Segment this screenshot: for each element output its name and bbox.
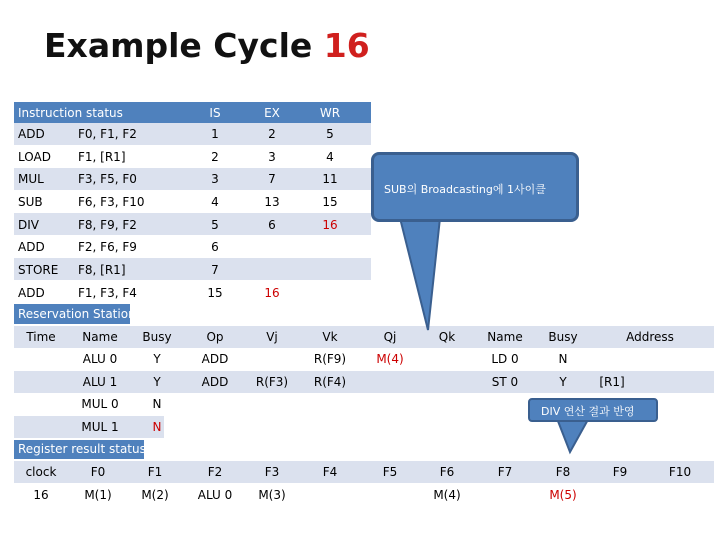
- rs-qj-highlight: M(4): [376, 352, 404, 366]
- rs-header-op: Op: [206, 330, 224, 344]
- instr-ex: 7: [268, 172, 276, 186]
- instr-is: 4: [211, 195, 219, 209]
- rs-header-address: Address: [626, 330, 674, 344]
- instr-op: ADD: [18, 127, 45, 141]
- reg-header: F5: [382, 465, 398, 479]
- rs-name: MUL 0: [81, 397, 119, 411]
- instr-wr: 4: [326, 150, 334, 164]
- register-result-label: Register result status: [18, 442, 146, 456]
- instr-wr-highlight: 16: [322, 218, 338, 232]
- rs-op: ADD: [201, 375, 229, 389]
- title-cycle-number: 16: [323, 26, 370, 65]
- reg-header: clock: [25, 465, 57, 479]
- instr-args: F6, F3, F10: [78, 195, 145, 209]
- instr-args: F3, F5, F0: [78, 172, 137, 186]
- rs-name: MUL 1: [81, 420, 119, 434]
- rs-address: [R1]: [599, 375, 625, 389]
- instr-args: F8, [R1]: [78, 263, 126, 277]
- rs-busy: Y: [153, 352, 161, 366]
- rs-busy2: Y: [559, 375, 567, 389]
- reg-header: F4: [322, 465, 338, 479]
- reg-value: M(4): [433, 488, 461, 502]
- reg-header: F3: [264, 465, 280, 479]
- instr-is: 3: [211, 172, 219, 186]
- rs-header-time: Time: [26, 330, 56, 344]
- instr-ex-highlight: 16: [264, 286, 280, 300]
- reg-header: F6: [439, 465, 455, 479]
- instr-is: 15: [207, 286, 223, 300]
- rs-busy: N: [152, 397, 162, 411]
- instr-is: 5: [211, 218, 219, 232]
- instr-wr: 5: [326, 127, 334, 141]
- instr-is: 6: [211, 240, 219, 254]
- ex-header: EX: [264, 106, 280, 120]
- instr-args: F2, F6, F9: [78, 240, 137, 254]
- rs-vk: R(F4): [313, 375, 347, 389]
- instr-wr: 15: [322, 195, 338, 209]
- rs-busy: Y: [153, 375, 161, 389]
- instr-args: F0, F1, F2: [78, 127, 137, 141]
- rs-header-busy2: Busy: [548, 330, 578, 344]
- instr-op: ADD: [18, 286, 45, 300]
- sub-broadcast-callout-text: SUB의 Broadcasting에 1사이클: [384, 183, 546, 196]
- reg-value-highlight: M(5): [549, 488, 577, 502]
- reg-header: F10: [668, 465, 692, 479]
- instr-wr: 11: [322, 172, 338, 186]
- reg-value: M(3): [258, 488, 286, 502]
- instr-args: F1, F3, F4: [78, 286, 137, 300]
- instr-op: DIV: [18, 218, 39, 232]
- instr-ex: 2: [268, 127, 276, 141]
- rs-header-qk: Qk: [438, 330, 456, 344]
- instr-args: F1, [R1]: [78, 150, 126, 164]
- instr-op: LOAD: [18, 150, 51, 164]
- rs-header-name2: Name: [487, 330, 523, 344]
- rs-busy2: N: [558, 352, 568, 366]
- rs-busy-highlight: N: [152, 420, 162, 434]
- reg-header: F0: [90, 465, 106, 479]
- instr-args: F8, F9, F2: [78, 218, 137, 232]
- reg-header: F8: [555, 465, 571, 479]
- reg-value: M(1): [84, 488, 112, 502]
- reservation-station-label: Reservation Station: [18, 307, 136, 321]
- rs-name2: LD 0: [491, 352, 519, 366]
- sub-callout-pointer: [400, 218, 440, 330]
- rs-name: ALU 0: [82, 352, 118, 366]
- wr-header: WR: [319, 106, 341, 120]
- reg-value: M(2): [141, 488, 169, 502]
- rs-header-vj: Vj: [266, 330, 278, 344]
- instr-op: ADD: [18, 240, 45, 254]
- reg-header: F9: [612, 465, 628, 479]
- reg-value: ALU 0: [197, 488, 233, 502]
- rs-vk: R(F9): [313, 352, 347, 366]
- rs-header-busy: Busy: [142, 330, 172, 344]
- rs-header-qj: Qj: [383, 330, 397, 344]
- div-result-callout-text: DIV 연산 결과 반영: [541, 405, 635, 418]
- rs-name2: ST 0: [491, 375, 519, 389]
- instr-is: 2: [211, 150, 219, 164]
- instr-ex: 6: [268, 218, 276, 232]
- instr-ex: 13: [264, 195, 280, 209]
- title-text: Example Cycle: [44, 26, 313, 65]
- is-header: IS: [209, 106, 221, 120]
- rs-vj: R(F3): [255, 375, 289, 389]
- instr-is: 7: [211, 263, 219, 277]
- instr-op: MUL: [18, 172, 44, 186]
- instr-op: SUB: [18, 195, 43, 209]
- instr-is: 1: [211, 127, 219, 141]
- instr-ex: 3: [268, 150, 276, 164]
- rs-op: ADD: [201, 352, 229, 366]
- instr-op: STORE: [18, 263, 59, 277]
- instruction-status-label: Instruction status: [18, 106, 123, 120]
- reg-header: F7: [497, 465, 513, 479]
- rs-header-vk: Vk: [322, 330, 338, 344]
- reg-value: 16: [33, 488, 49, 502]
- reg-header: F2: [207, 465, 223, 479]
- rs-name: ALU 1: [82, 375, 118, 389]
- reg-header: F1: [147, 465, 163, 479]
- rs-header-name: Name: [82, 330, 118, 344]
